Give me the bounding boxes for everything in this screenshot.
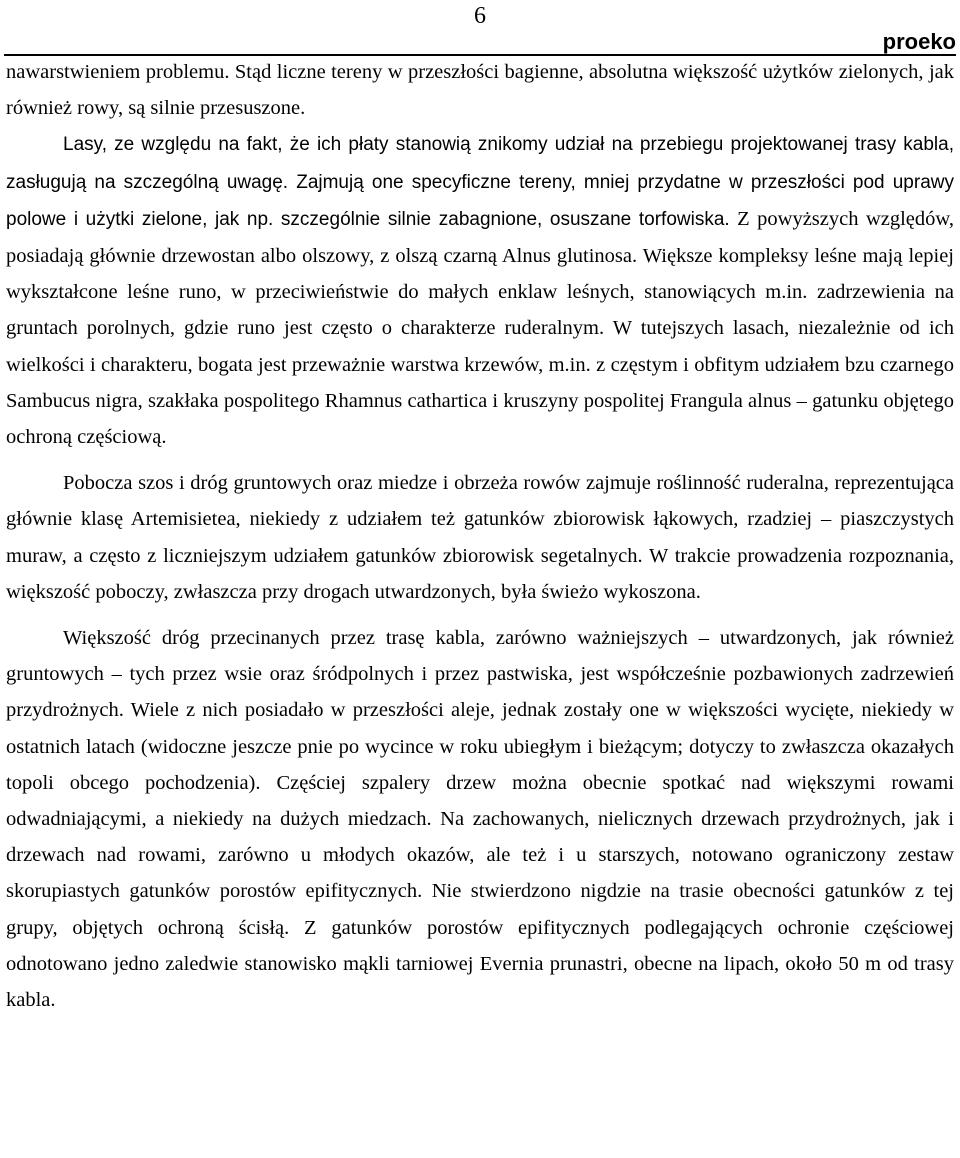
paragraph-forests-part-2: Z powyższych względów, posiadają głównie drzewostan albo olszowy, z olszą czarną Alnus glutinosa. Większe kompleksy leśne mają lepiej wykształcone leśne runo, w przeciwieństwie do małych enklaw leśnych, stanowiących m.in. zadrzewienia na gruntach porolnych, gdzie runo jest często o charakterze ruderalnym. W tutejszych lasach, niezależnie od ich wielkości i charakteru, bogata jest przeważnie warstwa krzewów, m.in. z częstym i obfitym udziałem bzu czarnego Sambucus nigra, szakłaka pospolitego Rhamnus cathartica i kruszyny pospolitej Frangula alnus – gatunku objętego ochroną częściową. — [6, 207, 954, 449]
paragraph-roads: Większość dróg przecinanych przez trasę kabla, zarówno ważniejszych – utwardzonych, jak również gruntowych – tych przez wsie oraz śródpolnych i przez pastwiska, jest współcześnie pozbawionych zadrzewień przydrożnych. Wiele z nich posiadało w przeszłości aleje, jednak zostały one w większości wycięte, niekiedy w ostatnich latach (widoczne jeszcze pnie po wycince w roku ubiegłym i bieżącym; dotyczy to zwłaszcza okazałych topoli obcego pochodzenia). Częściej szpalery drzew można obecnie spotkać nad większymi rowami odwadniającymi, a niekiedy na dużych miedzach. Na zachowanych, nielicznych drzewach przydrożnych, jak i drzewach nad rowami, zarówno u młodych okazów, ale też i u starszych, notowano ograniczony zestaw skorupiastych gatunków porostów epifitycznych. Nie stwierdzono nigdzie na trasie obecności gatunków z tej grupy, objętych ochroną ścisłą. Z gatunków porostów epifitycznych podlegających ochronie częściowej odnotowano jedno zaledwie stanowisko mąkli tarniowej Evernia prunastri, obecne na lipach, około 50 m od trasy kabla. — [6, 627, 954, 1012]
brand-logo-text: proeko — [882, 29, 956, 54]
paragraph-forests-part-1: Lasy, ze względu na fakt, że ich płaty stanowią znikomy udział na przebiegu projektowanej trasy kabla, zasługują na szczególną uwagę. Zajmują one specyficzne tereny, mniej przydatne w przeszłości pod uprawy polowe i użytki zielone, jak np. szczególnie silnie zabagnione, osuszane torfowiska. — [6, 134, 954, 230]
paragraph-continuation: nawarstwieniem problemu. Stąd liczne tereny w przeszłości bagienne, absolutna większość użytków zielonych, jak również rowy, są silnie przesuszone. — [6, 61, 954, 120]
paragraph-forests — [6, 126, 954, 455]
page-number: 6 — [474, 3, 486, 29]
paragraph-roadsides: Pobocza szos i dróg gruntowych oraz miedze i obrzeża rowów zajmuje roślinność ruderalna, reprezentująca głównie klasę Artemisietea, niekiedy z udziałem też gatunków zbiorowisk łąkowych, rzadziej – piaszczystych muraw, a często z liczniejszym udziałem gatunków zbiorowisk segetalnych. W trakcie prowadzenia rozpoznania, większość poboczy, zwłaszcza przy drogach utwardzonych, była świeżo wykoszona. — [6, 472, 954, 603]
document-body — [6, 54, 954, 1018]
